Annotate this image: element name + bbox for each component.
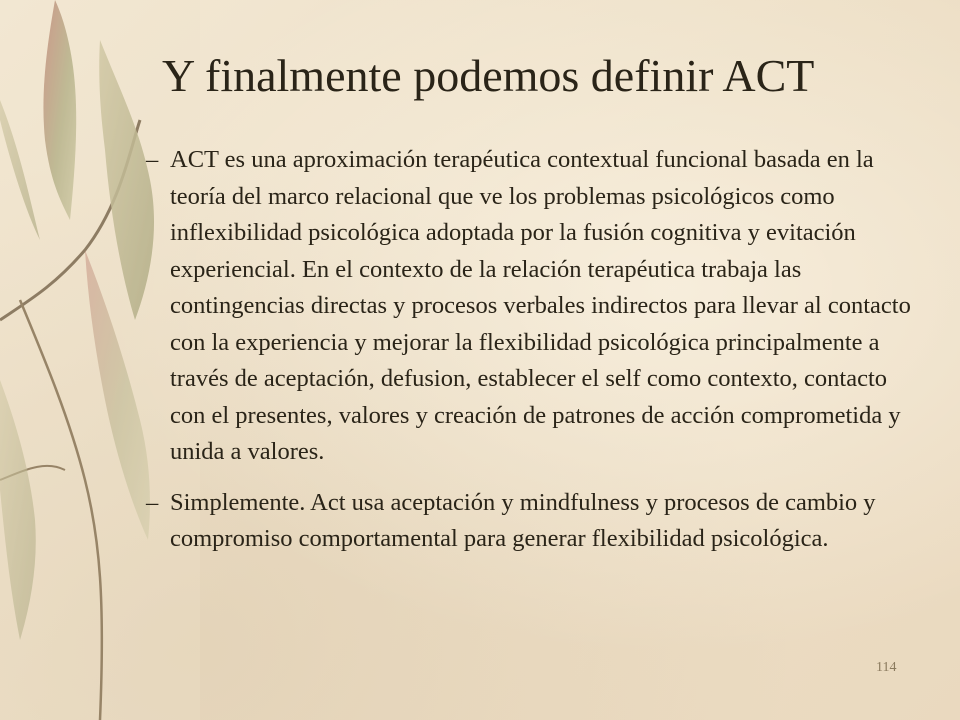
bullet-text: Simplemente. Act usa aceptación y mindfulness y procesos de cambio y compromiso comportamental para generar flexibilidad psicológica. xyxy=(170,488,876,552)
page-number: 114 xyxy=(876,660,897,675)
bullet-item xyxy=(146,142,926,471)
bullet-marker: – xyxy=(146,488,159,516)
slide-title: Y finalmente podemos definir ACT xyxy=(162,50,815,101)
bullet-item xyxy=(146,485,926,558)
bullet-text: ACT es una aproximación terapéutica contextual funcional basada en la teoría del marco relacional que ve los problemas psicológicos como inflexibilidad psicológica adoptada por la fusión cognitiva y evitación experiencial. En el contexto de la relación terapéutica trabaja las contingencias directas y procesos verbales indirectos para llevar al contacto con la experiencia y mejorar la flexibilidad psicológica principalmente a través de aceptación, defusion, establecer el self como contexto, contacto con el presentes, valores y creación de patrones de acción comprometida y unida a valores. xyxy=(170,146,911,465)
bullet-list xyxy=(146,142,926,572)
bullet-marker: – xyxy=(146,146,159,173)
